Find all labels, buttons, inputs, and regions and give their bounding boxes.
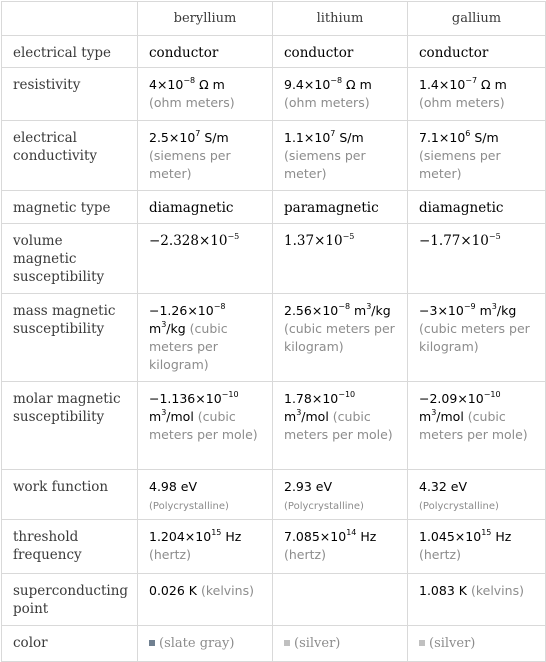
value-mantissa: 4 <box>149 77 157 92</box>
value-cell-beryllium <box>138 470 273 520</box>
row-label: mass magnetic susceptibility <box>2 294 138 382</box>
color-name: (silver) <box>294 636 341 651</box>
value-unit-symbol: m <box>475 303 492 318</box>
unit-description: (cubic meters per kilogram) <box>419 321 530 354</box>
value-cell-beryllium <box>138 626 273 662</box>
value-exponent: 7 <box>330 128 336 138</box>
value-cell-gallium <box>408 36 546 68</box>
row-magnetic-type <box>2 191 546 224</box>
column-header-lithium: lithium <box>273 2 408 36</box>
value-cell-lithium <box>273 470 408 520</box>
value-exponent: −9 <box>463 301 476 311</box>
unit-exponent: 3 <box>491 301 497 311</box>
row-electrical-conductivity <box>2 121 546 191</box>
color-swatch <box>284 640 290 646</box>
value-unit-symbol: m <box>284 409 297 424</box>
corner-cell <box>2 2 138 36</box>
value-mantissa: 9.4 <box>284 77 304 92</box>
value-cell-beryllium <box>138 574 273 626</box>
value-exponent: 14 <box>346 527 357 537</box>
value-unit-suffix: /mol <box>166 409 194 424</box>
value-mantissa: 2.5 <box>149 130 169 145</box>
row-volume-magnetic-susceptibility <box>2 224 546 294</box>
value-cell-gallium: $-3\times 10^{-9}$ $m^3/kg$ (cubic meters per kilogram) <box>408 294 546 382</box>
unit-exponent: 3 <box>161 407 167 417</box>
value-cell-lithium <box>273 626 408 662</box>
row-work-function <box>2 470 546 520</box>
value-unit-symbol: Ω m <box>477 77 507 92</box>
unit-description: (cubic meters per mole) <box>149 409 258 442</box>
value-unit-symbol: Hz <box>491 529 512 544</box>
value-mantissa: 2.56 <box>284 303 312 318</box>
value-mantissa: 7.085 <box>284 529 320 544</box>
value-cell-beryllium: $-1.26\times 10^{-8}$ $m^3/kg$ (cubic meters per kilogram) <box>138 294 273 382</box>
row-label: work function <box>2 470 138 520</box>
value-text: diamagnetic <box>149 200 234 216</box>
unit-description: (ohm meters) <box>284 95 370 110</box>
color-swatch <box>419 640 425 646</box>
measurement-note: (Polycrystalline) <box>419 501 499 512</box>
value-mantissa: −1.136 <box>149 391 196 406</box>
unit-description: (kelvins) <box>200 583 254 598</box>
value-exponent: −5 <box>488 231 501 241</box>
value-cell-gallium <box>408 191 546 224</box>
value-cell-beryllium: $2.5\times 10^7$ S/m (siemens per meter) <box>138 121 273 191</box>
row-label: molar magnetic susceptibility <box>2 382 138 470</box>
row-mass-magnetic-susceptibility <box>2 294 546 382</box>
value-unit-symbol: Ω m <box>195 77 225 92</box>
row-label: electrical conductivity <box>2 121 138 191</box>
column-header-gallium: gallium <box>408 2 546 36</box>
row-label: magnetic type <box>2 191 138 224</box>
value-text: conductor <box>419 45 489 61</box>
unit-description: (ohm meters) <box>419 95 505 110</box>
value-mantissa: 1.045 <box>419 529 455 544</box>
value-cell-lithium: $7.085\times 10^{14}$ Hz (hertz) <box>273 520 408 574</box>
value-exponent: −7 <box>465 75 478 85</box>
value-exponent: −10 <box>338 389 356 399</box>
unit-description: (siemens per meter) <box>284 148 366 181</box>
color-name: (slate gray) <box>159 636 235 651</box>
value-unit-symbol: m <box>149 321 162 336</box>
value-text: paramagnetic <box>284 200 379 216</box>
column-header-beryllium: beryllium <box>138 2 273 36</box>
value-cell-beryllium <box>138 36 273 68</box>
value-text: 2.93 eV <box>284 479 333 494</box>
unit-description: (cubic meters per mole) <box>419 409 528 442</box>
value-unit-symbol: S/m <box>200 130 229 145</box>
value-unit-suffix: /mol <box>301 409 329 424</box>
header-row <box>2 2 546 36</box>
value-exponent: −10 <box>221 389 239 399</box>
row-label: volume magnetic susceptibility <box>2 224 138 294</box>
value-text: 0.026 K <box>149 583 197 598</box>
value-mantissa: 7.1 <box>419 130 439 145</box>
unit-description: (ohm meters) <box>149 95 235 110</box>
row-molar-magnetic-susceptibility <box>2 382 546 470</box>
unit-description: (hertz) <box>419 547 461 562</box>
value-mantissa: 1.78 <box>284 391 312 406</box>
value-unit-symbol: m <box>419 409 432 424</box>
value-unit-symbol: S/m <box>335 130 364 145</box>
value-text: 4.32 eV <box>419 479 468 494</box>
row-color <box>2 626 546 662</box>
color-name: (silver) <box>429 636 476 651</box>
value-cell-beryllium: $-2.328\times 10^{-5}$ <box>138 224 273 294</box>
value-exponent: 15 <box>211 527 222 537</box>
value-cell-lithium <box>273 574 408 626</box>
value-text: 1.083 K <box>419 583 467 598</box>
unit-description: (siemens per meter) <box>419 148 501 181</box>
value-mantissa: −1.26 <box>149 303 188 318</box>
value-cell-gallium <box>408 574 546 626</box>
value-mantissa: −2.09 <box>419 391 458 406</box>
value-cell-lithium: $1.78\times 10^{-10}$ $m^3$/mol (cubic meters per mole) <box>273 382 408 470</box>
value-unit-symbol: Hz <box>356 529 377 544</box>
value-cell-beryllium: $-1.136\times 10^{-10}$ $m^3$/mol (cubic meters per mole) <box>138 382 273 470</box>
value-exponent: 15 <box>481 527 492 537</box>
row-label: resistivity <box>2 68 138 121</box>
value-exponent: −8 <box>183 75 196 85</box>
value-unit-suffix: /kg <box>371 303 391 318</box>
unit-exponent: 3 <box>296 407 302 417</box>
value-exponent: 6 <box>465 128 471 138</box>
value-cell-lithium: $2.56\times 10^{-8}$ $m^3/kg$ (cubic meters per kilogram) <box>273 294 408 382</box>
row-label: superconducting point <box>2 574 138 626</box>
value-cell-gallium: $-1.77\times 10^{-5}$ <box>408 224 546 294</box>
value-text: 4.98 eV <box>149 479 198 494</box>
value-cell-beryllium: $1.204\times 10^{15}$ Hz (hertz) <box>138 520 273 574</box>
row-resistivity <box>2 68 546 121</box>
value-cell-beryllium <box>138 191 273 224</box>
value-unit-symbol: Ω m <box>342 77 372 92</box>
value-unit-symbol: m <box>350 303 367 318</box>
unit-description: (hertz) <box>149 547 191 562</box>
row-electrical-type <box>2 36 546 68</box>
value-exponent: −8 <box>213 301 226 311</box>
value-cell-gallium <box>408 470 546 520</box>
unit-description: (cubic meters per mole) <box>284 409 393 442</box>
value-mantissa: 1.37 <box>284 233 315 249</box>
value-exponent: −8 <box>330 75 343 85</box>
value-cell-lithium <box>273 36 408 68</box>
value-exponent: −10 <box>483 389 501 399</box>
value-cell-lithium: $9.4\times 10^{-8}$ Ω m (ohm meters) <box>273 68 408 121</box>
row-label: electrical type <box>2 36 138 68</box>
value-cell-gallium: $1.045\times 10^{15}$ Hz (hertz) <box>408 520 546 574</box>
value-cell-gallium: $1.4\times 10^{-7}$ Ω m (ohm meters) <box>408 68 546 121</box>
value-unit-symbol: S/m <box>470 130 499 145</box>
value-cell-beryllium: $4\times 10^{-8}$ Ω m (ohm meters) <box>138 68 273 121</box>
value-unit-suffix: /kg <box>496 303 517 318</box>
row-label: threshold frequency <box>2 520 138 574</box>
value-mantissa: 1.4 <box>419 77 439 92</box>
value-mantissa: −3 <box>419 303 438 318</box>
value-cell-gallium <box>408 626 546 662</box>
value-unit-symbol: Hz <box>221 529 242 544</box>
value-mantissa: −2.328 <box>149 233 199 249</box>
value-text: diamagnetic <box>419 200 504 216</box>
value-exponent: −5 <box>227 231 240 241</box>
unit-exponent: 3 <box>366 301 372 311</box>
unit-exponent: 3 <box>431 407 437 417</box>
value-exponent: 7 <box>195 128 201 138</box>
value-unit-suffix: /mol <box>436 409 464 424</box>
value-cell-gallium: $-2.09\times 10^{-10}$ $m^3$/mol (cubic meters per mole) <box>408 382 546 470</box>
value-exponent: −8 <box>338 301 351 311</box>
value-cell-gallium: $7.1\times 10^6$ S/m (siemens per meter) <box>408 121 546 191</box>
value-cell-lithium: $1.1\times 10^7$ S/m (siemens per meter) <box>273 121 408 191</box>
value-unit-suffix: /kg <box>166 321 186 336</box>
measurement-note: (Polycrystalline) <box>149 501 229 512</box>
unit-description: (siemens per meter) <box>149 148 231 181</box>
row-label: color <box>2 626 138 662</box>
value-text: conductor <box>284 45 354 61</box>
unit-exponent: 3 <box>161 319 167 329</box>
unit-description: (hertz) <box>284 547 326 562</box>
value-mantissa: 1.204 <box>149 529 185 544</box>
unit-description: (cubic meters per kilogram) <box>149 321 228 372</box>
row-threshold-frequency <box>2 520 546 574</box>
value-exponent: −5 <box>342 231 355 241</box>
value-text: conductor <box>149 45 219 61</box>
color-swatch <box>149 640 155 646</box>
value-cell-lithium: $1.37\times 10^{-5}$ <box>273 224 408 294</box>
value-unit-symbol: m <box>149 409 162 424</box>
row-superconducting-point <box>2 574 546 626</box>
unit-description: (cubic meters per kilogram) <box>284 321 395 354</box>
value-cell-lithium <box>273 191 408 224</box>
value-mantissa: 1.1 <box>284 130 304 145</box>
element-property-table <box>1 1 546 662</box>
unit-description: (kelvins) <box>470 583 524 598</box>
measurement-note: (Polycrystalline) <box>284 501 364 512</box>
value-mantissa: −1.77 <box>419 233 461 249</box>
